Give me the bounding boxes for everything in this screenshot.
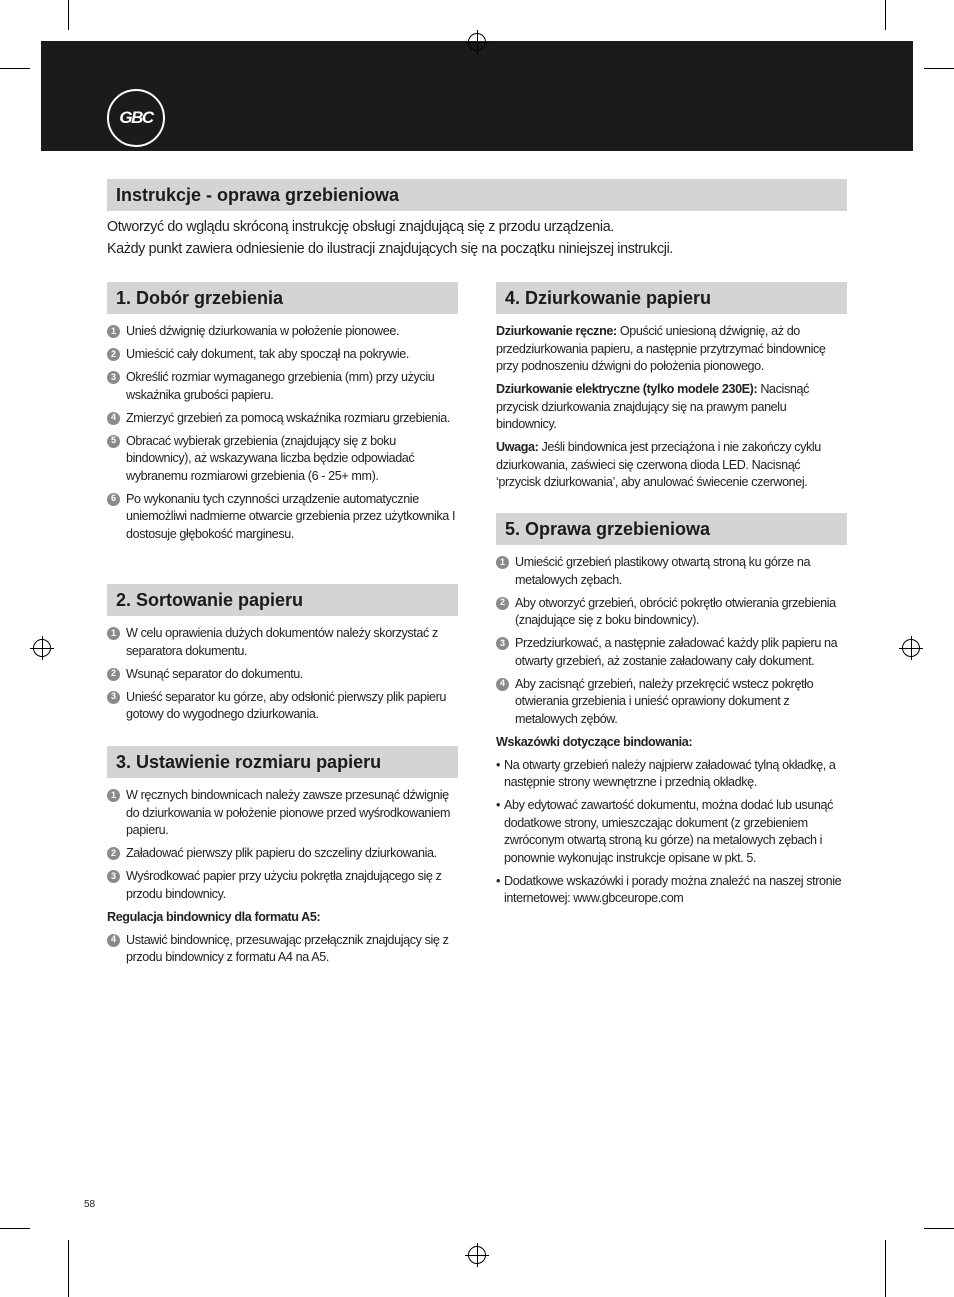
step-number-icon: 3: [107, 691, 120, 704]
gbc-logo: GBC: [107, 89, 165, 147]
step-number-icon: 2: [107, 847, 120, 860]
tip-item: [496, 873, 847, 908]
paragraph-text: Nacisnąć przycisk dziurkowania znajdujący się na prawym panelu bindownicy.: [496, 382, 809, 431]
paragraph: [496, 323, 847, 376]
list-item: [107, 433, 458, 486]
step-number-icon: 3: [107, 371, 120, 384]
list-item: [107, 369, 458, 404]
section-2: [107, 584, 458, 729]
item-text: Zmierzyć grzebień za pomocą wskaźnika rozmiaru grzebienia.: [126, 410, 450, 425]
intro-line: Otworzyć do wglądu skróconą instrukcję obsługi znajdującą się z przodu urządzenia.: [107, 219, 614, 235]
step-number-icon: 4: [107, 412, 120, 425]
item-text: Przedziurkować, a następnie załadować każdy plik papieru na otwarty grzebień, aż zostanie załadowany cały dokument.: [515, 636, 838, 668]
section-heading: 3. Ustawienie rozmiaru papieru: [107, 746, 458, 778]
step-number-icon: 1: [107, 325, 120, 338]
crop-mark: [68, 1240, 69, 1297]
list-item: [496, 635, 847, 670]
list-item: [496, 595, 847, 630]
subheading: Wskazówki dotyczące bindowania:: [496, 734, 693, 749]
item-text: Określić rozmiar wymaganego grzebienia (mm) przy użyciu wskaźnika grubości papieru.: [126, 370, 435, 402]
list-item: [107, 689, 458, 724]
crop-mark: [885, 1240, 886, 1297]
step-number-icon: 3: [107, 870, 120, 883]
list-item: [107, 625, 458, 660]
step-number-icon: 5: [107, 435, 120, 448]
list-item: [107, 787, 458, 840]
item-text: Aby otworzyć grzebień, obrócić pokrętło otwierania grzebienia (znajdujące się z boku bindownicy).: [515, 595, 836, 627]
item-text: Umieścić grzebień plastikowy otwartą stroną ku górze na metalowych zębach.: [515, 555, 811, 587]
list-item: [496, 676, 847, 729]
header-band: [41, 41, 913, 151]
section-3: [107, 746, 458, 972]
paragraph-text: Opuścić uniesioną dźwignię, aż do przedziurkowania papieru, a następnie przytrzymać bindownicę przy podnoszeniu dźwigni do położenia pionowego.: [496, 324, 826, 373]
list-item: [107, 845, 458, 863]
section-5: [496, 513, 847, 913]
item-text: Po wykonaniu tych czynności urządzenie automatycznie uniemożliwi nadmierne otwarcie grzebienia przez użytkownika I dostosuje głębokość marginesu.: [126, 491, 456, 541]
paragraph-label: Dziurkowanie elektryczne (tylko modele 230E):: [496, 382, 758, 396]
list-item: [107, 323, 458, 341]
item-text: Umieścić cały dokument, tak aby spoczął na pokrywie.: [126, 347, 409, 361]
intro-line: Każdy punkt zawiera odniesienie do ilustracji znajdujących się na początku niniejszej instrukcji.: [107, 241, 674, 257]
section-heading: 5. Oprawa grzebieniowa: [496, 513, 847, 545]
paragraph-text: Jeśli bindownica jest przeciążona i nie zakończy cyklu dziurkowania, zaświeci się czerwona dioda LED. Nacisnąć ‘przycisk dziurkowania’, aby anulować świecenie czerwonej.: [496, 440, 821, 489]
tip-item: [496, 757, 847, 792]
list-item: [496, 554, 847, 589]
registration-mark-icon: [33, 639, 51, 657]
tip-text: Dodatkowe wskazówki i porady można znaleźć na naszej stronie internetowej: www.gbceurope.com: [504, 873, 842, 905]
section-1: [107, 282, 458, 549]
crop-mark: [68, 0, 69, 30]
paragraph-label: Uwaga:: [496, 440, 539, 454]
step-number-icon: 3: [496, 637, 509, 650]
tip-text: Na otwarty grzebień należy najpierw załadować tylną okładkę, a następnie strony wewnętrzne i przednią okładkę.: [504, 757, 836, 789]
list-item: [107, 410, 458, 428]
step-number-icon: 1: [107, 627, 120, 640]
step-number-icon: 4: [107, 934, 120, 947]
list-item: [107, 491, 458, 544]
item-text: W ręcznych bindownicach należy zawsze przesunąć dźwignię do dziurkowania w położenie pionowe przed wyśrodkowaniem papieru.: [126, 788, 451, 837]
crop-mark: [0, 1228, 30, 1229]
paragraph: [496, 439, 847, 492]
registration-mark-icon: [902, 639, 920, 657]
crop-mark: [924, 1228, 954, 1229]
step-number-icon: 1: [107, 789, 120, 802]
list-item: [107, 932, 458, 967]
step-number-icon: 4: [496, 678, 509, 691]
page-title: Instrukcje - oprawa grzebieniowa: [107, 179, 847, 211]
section-heading: 2. Sortowanie papieru: [107, 584, 458, 616]
list-item: [107, 868, 458, 903]
step-number-icon: 1: [496, 556, 509, 569]
crop-mark: [924, 68, 954, 69]
paragraph: [496, 381, 847, 434]
page-number: 58: [84, 1199, 96, 1210]
item-text: Ustawić bindownicę, przesuwając przełącznik znajdujący się z przodu bindownicy z formatu A4 na A5.: [126, 932, 449, 964]
item-text: Wyśrodkować papier przy użyciu pokrętła znajdującego się z przodu bindownicy.: [126, 869, 442, 901]
section-heading: 4. Dziurkowanie papieru: [496, 282, 847, 314]
bullet-icon: •: [496, 873, 501, 888]
item-text: Aby zacisnąć grzebień, należy przekręcić wstecz pokrętło otwierania grzebienia i unieść oprawiony dokument z metalowych zębów.: [515, 676, 814, 726]
item-text: W celu oprawienia dużych dokumentów należy skorzystać z separatora dokumentu.: [126, 626, 438, 658]
tip-item: [496, 797, 847, 867]
registration-mark-icon: [468, 1246, 486, 1264]
section-4: [496, 282, 847, 497]
registration-mark-icon: [468, 33, 486, 51]
step-number-icon: 2: [107, 668, 120, 681]
intro-text: [107, 216, 673, 260]
section-heading: 1. Dobór grzebienia: [107, 282, 458, 314]
item-text: Załadować pierwszy plik papieru do szczeliny dziurkowania.: [126, 846, 437, 860]
paragraph-label: Dziurkowanie ręczne:: [496, 324, 617, 338]
step-number-icon: 2: [496, 597, 509, 610]
bullet-icon: •: [496, 798, 501, 812]
tip-text: Aby edytować zawartość dokumentu, można dodać lub usunąć dodatkowe strony, umieszczając dokument (z grzebieniem zwróconym otwartą stroną ku górze) na metalowych zębach i ponownie wykonując instrukcje opisane w pkt. 5.: [504, 798, 834, 865]
crop-mark: [0, 68, 30, 69]
item-text: Unieść separator ku górze, aby odsłonić pierwszy plik papieru gotowy do wygodnego dziurkowania.: [126, 689, 446, 721]
list-item: [107, 666, 458, 684]
subheading: Regulacja bindownicy dla formatu A5:: [107, 909, 321, 924]
list-item: [107, 346, 458, 364]
step-number-icon: 6: [107, 493, 120, 506]
step-number-icon: 2: [107, 348, 120, 361]
item-text: Wsunąć separator do dokumentu.: [126, 666, 304, 681]
item-text: Obracać wybierak grzebienia (znajdujący się z boku bindownicy), aż wskazywana liczba będzie odpowiadać wybranemu rozmiarowi grzebienia (6 - 25+ mm).: [126, 433, 415, 483]
item-text: Unieś dźwignię dziurkowania w położenie pionowee.: [126, 324, 400, 338]
crop-mark: [885, 0, 886, 30]
bullet-icon: •: [496, 757, 501, 772]
